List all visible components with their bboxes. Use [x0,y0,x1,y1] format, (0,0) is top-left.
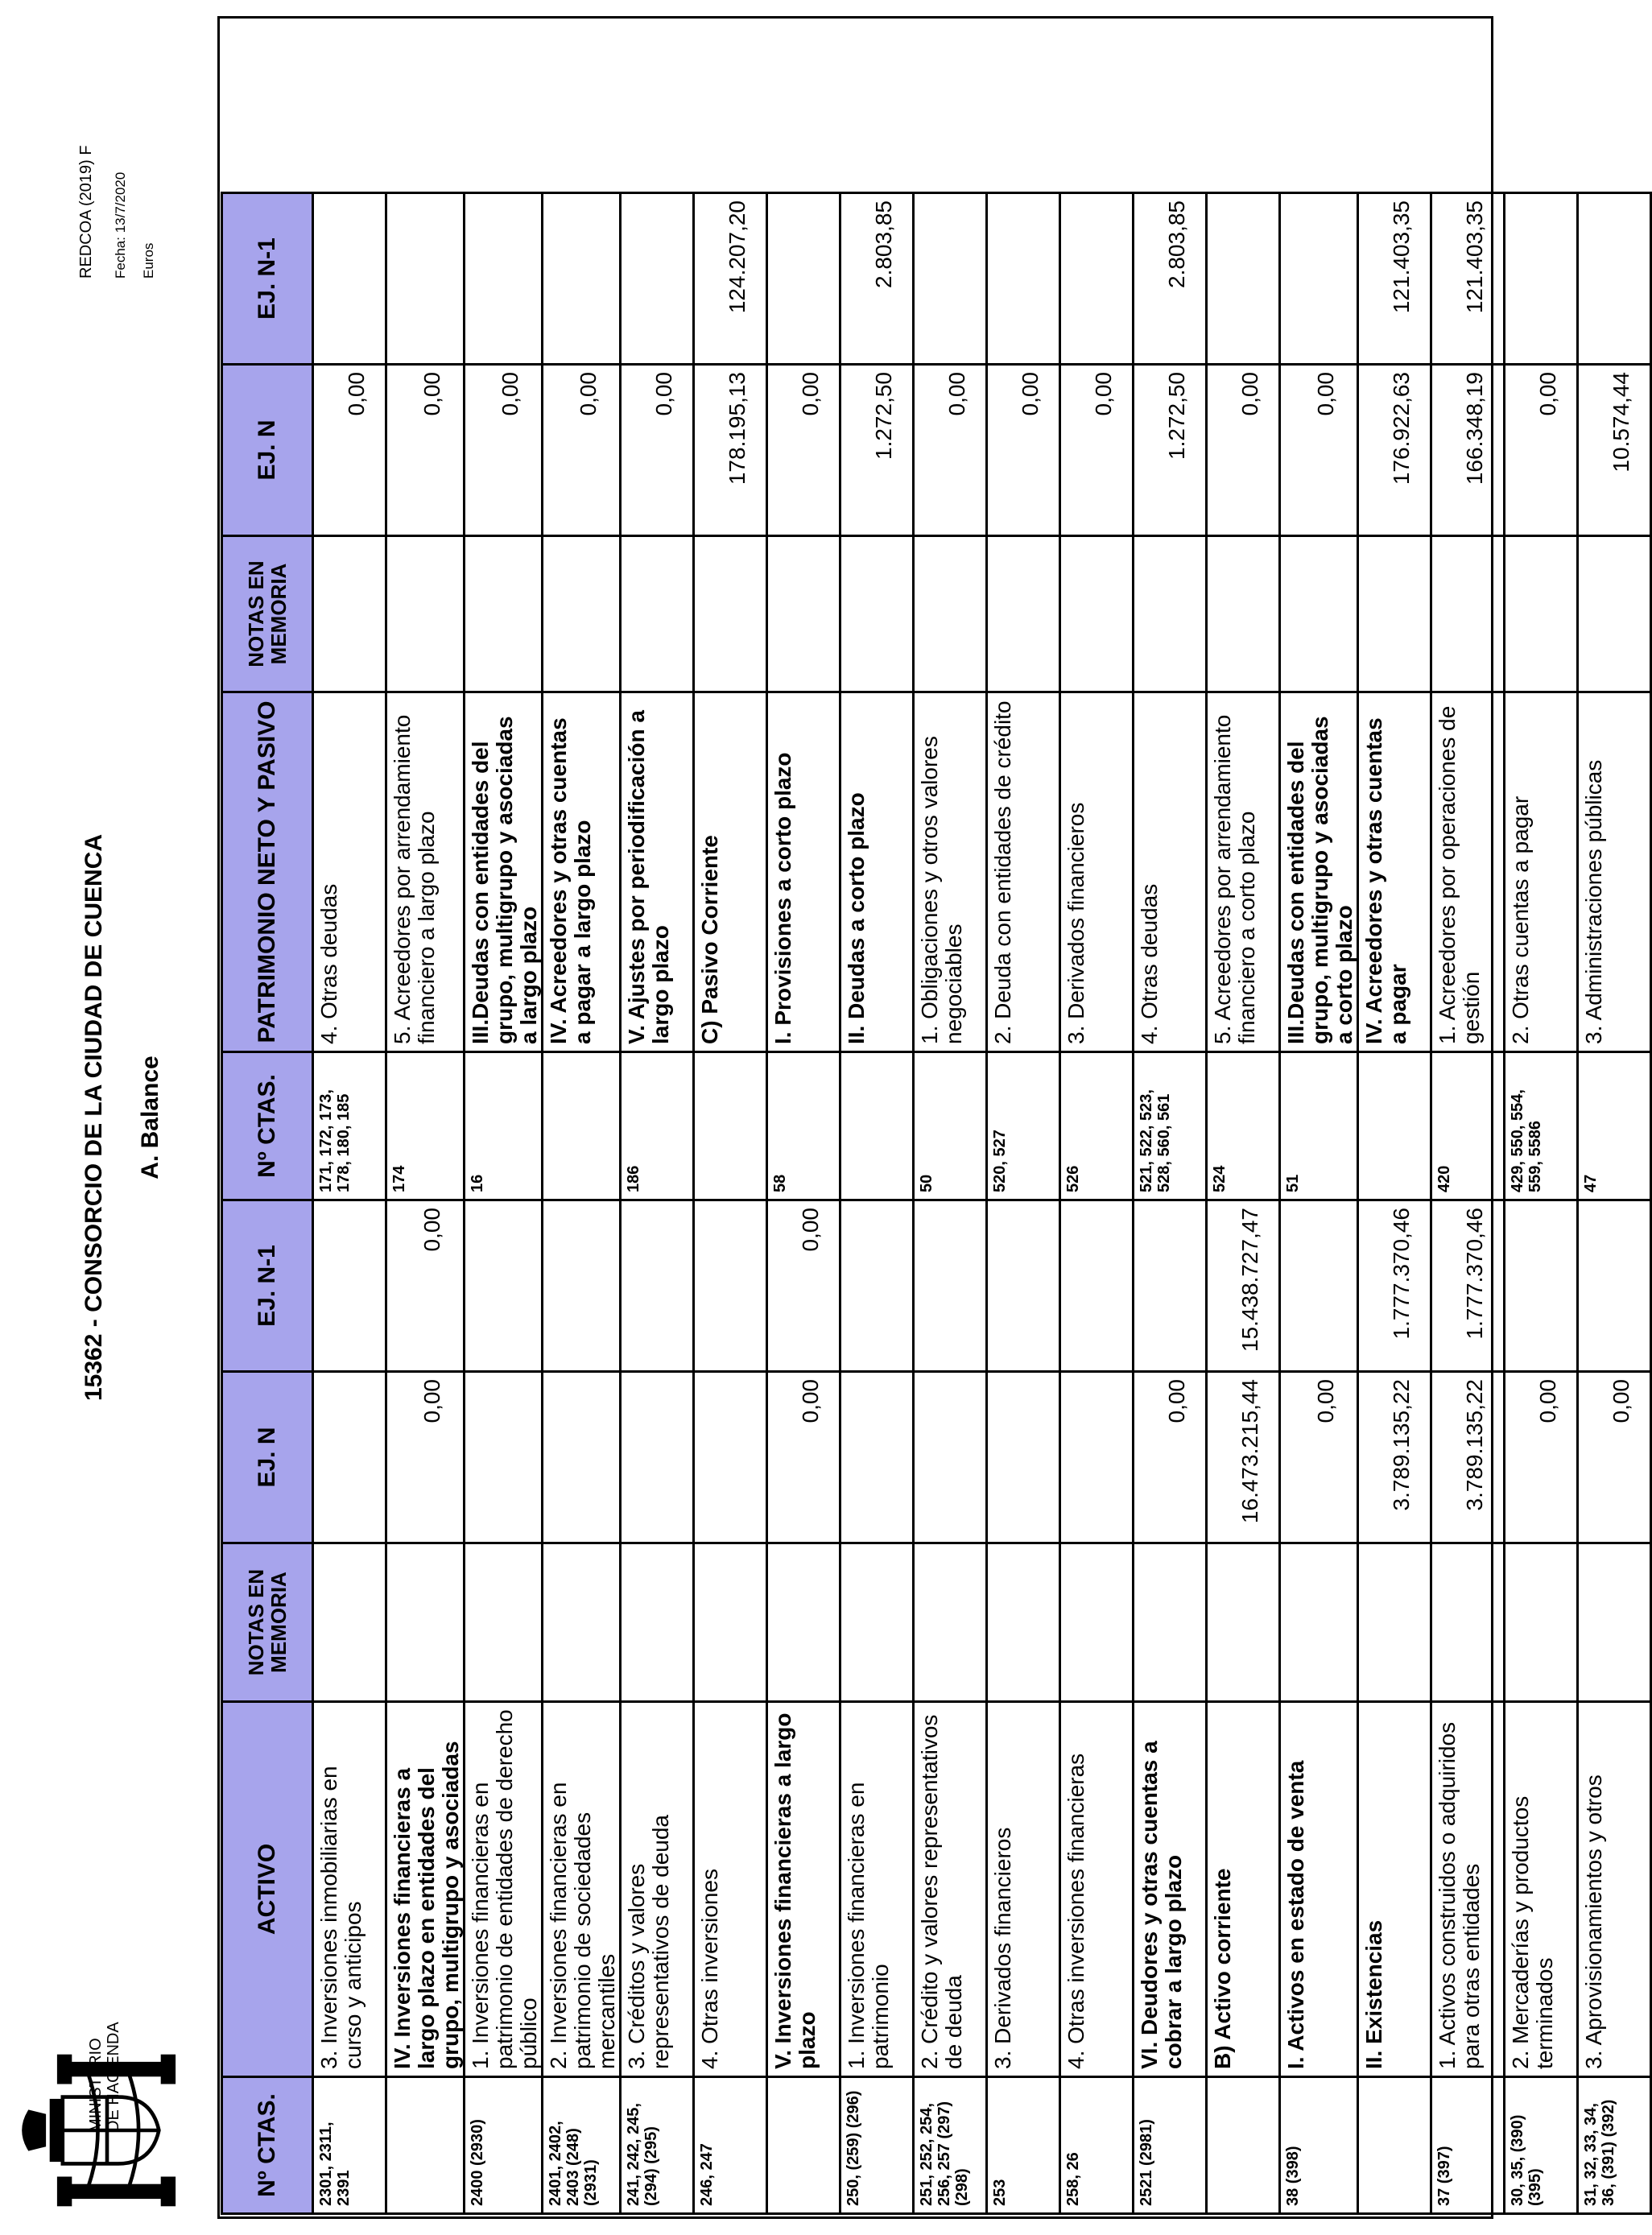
pasivo-ej-n1-cell [465,193,543,365]
pasivo-notes-cell [1578,536,1651,692]
activo-description-cell: 3. Créditos y valores representativos de deuda [621,1702,694,2077]
pasivo-notes-cell [1134,536,1207,692]
pasivo-ej-n-cell: 166.348,19 [1431,365,1505,536]
pasivo-notes-cell [767,536,840,692]
pasivo-ej-n1-cell [543,193,621,365]
pasivo-description-cell: 4. Otras deudas [1134,692,1207,1052]
pasivo-ej-n1-cell [313,193,386,365]
pasivo-accounts-cell: 50 [914,1052,987,1200]
activo-description-cell: VI. Deudores y otras cuentas a cobrar a largo plazo [1134,1702,1207,2077]
pasivo-ej-n-cell: 1.272,50 [1134,365,1207,536]
pasivo-ej-n-cell: 0,00 [767,365,840,536]
activo-ej-n-cell: 0,00 [386,1372,465,1543]
header-activo-ctas: Nº CTAS. [222,2077,313,2214]
header-activo: ACTIVO [222,1702,313,2077]
pasivo-ej-n1-cell [987,193,1060,365]
activo-description-cell: V. Inversiones financieras a largo plazo [767,1702,840,2077]
table-row [1134,193,1207,2214]
activo-description-cell: 4. Otras inversiones financieras [1060,1702,1134,2077]
pasivo-description-cell: I. Provisiones a corto plazo [767,692,840,1052]
activo-notes-cell [767,1543,840,1702]
pasivo-notes-cell [1280,536,1358,692]
table-row [543,193,621,2214]
pasivo-ej-n1-cell [1578,193,1651,365]
pasivo-description-cell: 5. Acreedores por arrendamiento financiero a corto plazo [1207,692,1280,1052]
activo-notes-cell [621,1543,694,1702]
pasivo-description-cell: IV. Acreedores y otras cuentas a pagar a largo plazo [543,692,621,1052]
pasivo-notes-cell [465,536,543,692]
pasivo-description-cell: 2. Deuda con entidades de crédito [987,692,1060,1052]
activo-ej-n-cell: 0,00 [1505,1372,1578,1543]
pasivo-accounts-cell: 58 [767,1052,840,1200]
activo-notes-cell [313,1543,386,1702]
pasivo-notes-cell [694,536,767,692]
report-date: Fecha: 13/7/2020 [113,171,128,279]
activo-ej-n-cell [1060,1372,1134,1543]
activo-ej-n1-cell [914,1200,987,1372]
activo-ej-n1-cell: 1.777.370,46 [1431,1200,1505,1372]
activo-accounts-cell: 38 (398) [1280,2077,1358,2214]
pasivo-description-cell: IV. Acreedores y otras cuentas a pagar [1358,692,1431,1052]
table-row [767,193,840,2214]
pasivo-ej-n-cell: 0,00 [313,365,386,536]
pasivo-description-cell: C) Pasivo Corriente [694,692,767,1052]
table-row [1505,193,1578,2214]
pasivo-accounts-cell: 526 [1060,1052,1134,1200]
activo-notes-cell [694,1543,767,1702]
activo-description-cell: 3. Inversiones inmobiliarias en curso y anticipos [313,1702,386,2077]
activo-accounts-cell: 246, 247 [694,2077,767,2214]
pasivo-notes-cell [1505,536,1578,692]
header-pasivo-ctas: Nº CTAS. [222,1052,313,1200]
pasivo-ej-n1-cell [1505,193,1578,365]
activo-ej-n1-cell [987,1200,1060,1372]
activo-notes-cell [1505,1543,1578,1702]
activo-accounts-cell: 258, 26 [1060,2077,1134,2214]
activo-ej-n1-cell [621,1200,694,1372]
pasivo-ej-n1-cell: 124.207,20 [694,193,767,365]
pasivo-notes-cell [1207,536,1280,692]
activo-accounts-cell: 31, 32, 33, 34, 36, (391) (392) [1578,2077,1651,2214]
activo-accounts-cell: 30, 35, (390) (395) [1505,2077,1578,2214]
pasivo-ej-n-cell: 0,00 [465,365,543,536]
pasivo-ej-n1-cell [914,193,987,365]
pasivo-accounts-cell: 520, 527 [987,1052,1060,1200]
header-pasivo-ej-n: EJ. N [222,365,313,536]
activo-notes-cell [1207,1543,1280,1702]
activo-notes-cell [1280,1543,1358,1702]
activo-description-cell: 3. Derivados financieros [987,1702,1060,2077]
pasivo-ej-n1-cell [386,193,465,365]
table-row [914,193,987,2214]
activo-ej-n-cell: 0,00 [1280,1372,1358,1543]
report-code: REDCOA (2019) F [77,145,95,279]
table-row [465,193,543,2214]
pasivo-accounts-cell [840,1052,914,1200]
pasivo-accounts-cell: 16 [465,1052,543,1200]
pasivo-description-cell: 1. Acreedores por operaciones de gestión [1431,692,1505,1052]
pasivo-notes-cell [914,536,987,692]
activo-ej-n-cell [914,1372,987,1543]
pasivo-ej-n1-cell: 121.403,35 [1431,193,1505,365]
header-activo-ej-n: EJ. N [222,1372,313,1543]
pasivo-accounts-cell: 171, 172, 173, 178, 180, 185 [313,1052,386,1200]
pasivo-accounts-cell: 429, 550, 554, 559, 5586 [1505,1052,1578,1200]
activo-notes-cell [1431,1543,1505,1702]
activo-accounts-cell [1358,2077,1431,2214]
pasivo-ej-n-cell: 0,00 [914,365,987,536]
activo-ej-n1-cell [1578,1200,1651,1372]
pasivo-description-cell: 3. Derivados financieros [1060,692,1134,1052]
pasivo-notes-cell [840,536,914,692]
pasivo-accounts-cell: 51 [1280,1052,1358,1200]
pasivo-accounts-cell [543,1052,621,1200]
pasivo-description-cell: III.Deudas con entidades del grupo, multigrupo y asociadas a largo plazo [465,692,543,1052]
activo-description-cell: II. Existencias [1358,1702,1431,2077]
pasivo-ej-n-cell: 0,00 [1505,365,1578,536]
pasivo-ej-n-cell: 0,00 [1280,365,1358,536]
table-row [987,193,1060,2214]
activo-accounts-cell [386,2077,465,2214]
pasivo-ej-n-cell: 176.922,63 [1358,365,1431,536]
pasivo-description-cell: II. Deudas a corto plazo [840,692,914,1052]
pasivo-description-cell: 3. Administraciones públicas [1578,692,1651,1052]
activo-ej-n-cell: 3.789.135,22 [1358,1372,1431,1543]
activo-description-cell: 2. Inversiones financieras en patrimonio de sociedades mercantiles [543,1702,621,2077]
table-row [621,193,694,2214]
activo-notes-cell [1134,1543,1207,1702]
table-body [313,193,1651,2214]
activo-ej-n1-cell [1280,1200,1358,1372]
pasivo-ej-n1-cell [1060,193,1134,365]
pasivo-description-cell: 5. Acreedores por arrendamiento financiero a largo plazo [386,692,465,1052]
activo-notes-cell [1060,1543,1134,1702]
table-row [1358,193,1431,2214]
pasivo-ej-n1-cell: 2.803,85 [840,193,914,365]
activo-ej-n-cell [543,1372,621,1543]
activo-ej-n1-cell [694,1200,767,1372]
pasivo-accounts-cell: 420 [1431,1052,1505,1200]
pasivo-notes-cell [1060,536,1134,692]
pasivo-accounts-cell: 521, 522, 523, 528, 560, 561 [1134,1052,1207,1200]
pasivo-ej-n-cell: 0,00 [1207,365,1280,536]
pasivo-ej-n-cell: 178.195,13 [694,365,767,536]
activo-accounts-cell [1207,2077,1280,2214]
pasivo-description-cell: III.Deudas con entidades del grupo, multigrupo y asociadas a corto plazo [1280,692,1358,1052]
table-row [313,193,386,2214]
pasivo-notes-cell [313,536,386,692]
balance-table [221,192,1652,2215]
pasivo-ej-n1-cell: 121.403,35 [1358,193,1431,365]
activo-description-cell: IV. Inversiones financieras a largo plazo en entidades del grupo, multigrupo y asociadas [386,1702,465,2077]
activo-ej-n1-cell: 15.438.727,47 [1207,1200,1280,1372]
activo-ej-n1-cell: 0,00 [386,1200,465,1372]
pasivo-accounts-cell: 174 [386,1052,465,1200]
activo-notes-cell [914,1543,987,1702]
pasivo-notes-cell [1431,536,1505,692]
activo-notes-cell [543,1543,621,1702]
pasivo-ej-n-cell: 1.272,50 [840,365,914,536]
pasivo-notes-cell [1358,536,1431,692]
activo-ej-n-cell: 0,00 [1578,1372,1651,1543]
activo-ej-n1-cell [465,1200,543,1372]
pasivo-notes-cell [987,536,1060,692]
activo-ej-n-cell [694,1372,767,1543]
activo-notes-cell [840,1543,914,1702]
pasivo-ej-n1-cell: 2.803,85 [1134,193,1207,365]
activo-accounts-cell: 253 [987,2077,1060,2214]
activo-ej-n-cell [987,1372,1060,1543]
table-row [1578,193,1651,2214]
activo-description-cell: 3. Aprovisionamientos y otros [1578,1702,1651,2077]
pasivo-ej-n-cell: 0,00 [386,365,465,536]
pasivo-accounts-cell [1358,1052,1431,1200]
table-header-row [222,193,313,2214]
pasivo-description-cell: 1. Obligaciones y otros valores negociables [914,692,987,1052]
table-row [1207,193,1280,2214]
activo-ej-n1-cell [1134,1200,1207,1372]
activo-ej-n1-cell [543,1200,621,1372]
header-pasivo-notas: NOTAS EN MEMORIA [222,536,313,692]
activo-accounts-cell: 2400 (2930) [465,2077,543,2214]
table-row [694,193,767,2214]
pasivo-ej-n1-cell [621,193,694,365]
activo-accounts-cell: 251, 252, 254, 256, 257 (297) (298) [914,2077,987,2214]
activo-description-cell: 2. Crédito y valores representativos de deuda [914,1702,987,2077]
activo-ej-n-cell [840,1372,914,1543]
table-row [386,193,465,2214]
activo-accounts-cell: 241, 242, 245, (294) (295) [621,2077,694,2214]
activo-accounts-cell: 250, (259) (296) [840,2077,914,2214]
activo-accounts-cell: 2301, 2311, 2391 [313,2077,386,2214]
pasivo-ej-n-cell: 0,00 [1060,365,1134,536]
pasivo-description-cell: V. Ajustes por periodificación a largo plazo [621,692,694,1052]
activo-ej-n-cell [313,1372,386,1543]
activo-accounts-cell: 37 (397) [1431,2077,1505,2214]
ministry-line-1: MINISTERIO [87,2038,105,2132]
pasivo-ej-n-cell: 0,00 [621,365,694,536]
activo-ej-n-cell: 3.789.135,22 [1431,1372,1505,1543]
activo-description-cell: 1. Inversiones financieras en patrimonio [840,1702,914,2077]
pasivo-ej-n-cell: 0,00 [987,365,1060,536]
activo-notes-cell [987,1543,1060,1702]
pasivo-accounts-cell: 186 [621,1052,694,1200]
activo-ej-n1-cell: 1.777.370,46 [1358,1200,1431,1372]
pasivo-notes-cell [543,536,621,692]
activo-ej-n-cell [465,1372,543,1543]
activo-ej-n-cell [621,1372,694,1543]
activo-ej-n-cell: 0,00 [767,1372,840,1543]
pasivo-notes-cell [386,536,465,692]
pasivo-description-cell: 2. Otras cuentas a pagar [1505,692,1578,1052]
activo-description-cell: 4. Otras inversiones [694,1702,767,2077]
activo-ej-n1-cell [1060,1200,1134,1372]
activo-accounts-cell: 2401, 2402, 2403 (248) (2931) [543,2077,621,2214]
activo-description-cell: I. Activos en estado de venta [1280,1702,1358,2077]
table-row [1431,193,1505,2214]
pasivo-accounts-cell [694,1052,767,1200]
activo-ej-n-cell: 16.473.215,44 [1207,1372,1280,1543]
pasivo-description-cell: 4. Otras deudas [313,692,386,1052]
activo-description-cell: 1. Activos construidos o adquiridos para otras entidades [1431,1702,1505,2077]
activo-ej-n-cell: 0,00 [1134,1372,1207,1543]
pasivo-ej-n-cell: 0,00 [543,365,621,536]
header-activo-notas: NOTAS EN MEMORIA [222,1543,313,1702]
activo-accounts-cell [767,2077,840,2214]
activo-ej-n1-cell [313,1200,386,1372]
table-row [840,193,914,2214]
pasivo-accounts-cell: 524 [1207,1052,1280,1200]
table-row [1280,193,1358,2214]
activo-notes-cell [386,1543,465,1702]
header-pasivo: PATRIMONIO NETO Y PASIVO [222,692,313,1052]
pasivo-accounts-cell: 47 [1578,1052,1651,1200]
document-subtitle: A. Balance [137,1056,163,1179]
header-activo-ej-n1: EJ. N-1 [222,1200,313,1372]
activo-description-cell: 1. Inversiones financieras en patrimonio de entidades de derecho público [465,1702,543,2077]
header-pasivo-ej-n1: EJ. N-1 [222,193,313,365]
activo-ej-n1-cell [840,1200,914,1372]
activo-notes-cell [1578,1543,1651,1702]
table-row [1060,193,1134,2214]
activo-notes-cell [1358,1543,1431,1702]
currency-unit: Euros [141,242,156,279]
pasivo-ej-n1-cell [1207,193,1280,365]
activo-description-cell: 2. Mercaderías y productos terminados [1505,1702,1578,2077]
ministry-line-2: DE HACIENDA [105,2022,122,2132]
activo-ej-n1-cell [1505,1200,1578,1372]
pasivo-ej-n1-cell [1280,193,1358,365]
activo-ej-n1-cell: 0,00 [767,1200,840,1372]
pasivo-notes-cell [621,536,694,692]
activo-description-cell: B) Activo corriente [1207,1702,1280,2077]
activo-accounts-cell: 2521 (2981) [1134,2077,1207,2214]
document-title: 15362 - CONSORCIO DE LA CIUDAD DE CUENCA [81,834,107,1401]
activo-notes-cell [465,1543,543,1702]
pasivo-ej-n1-cell [767,193,840,365]
pasivo-ej-n-cell: 10.574,44 [1578,365,1651,536]
